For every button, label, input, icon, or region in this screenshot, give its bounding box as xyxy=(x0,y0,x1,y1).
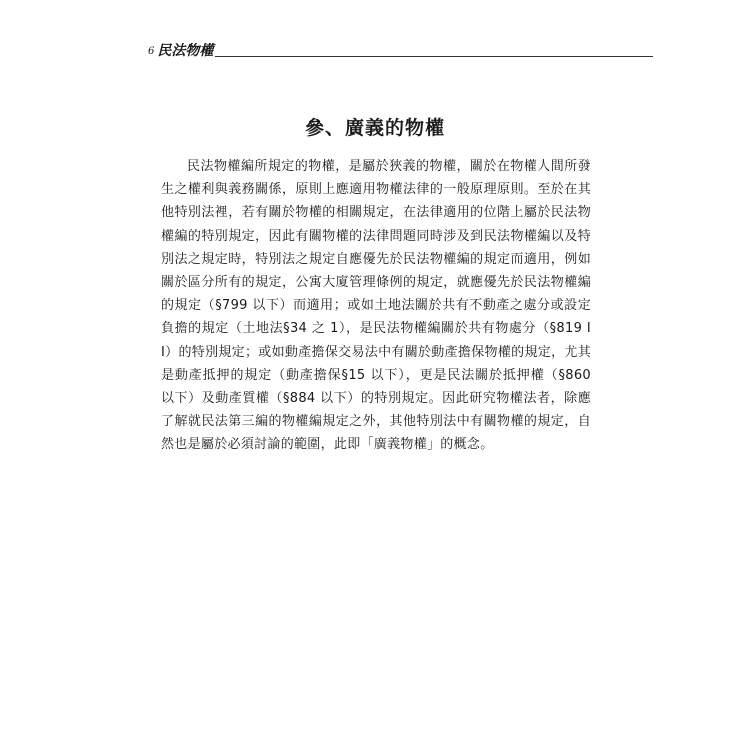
running-header xyxy=(148,40,653,60)
header-rule xyxy=(215,56,653,57)
page-number: 6 xyxy=(148,46,155,57)
section-heading: 參、廣義的物權 xyxy=(304,117,445,139)
book-title: 民法物權 xyxy=(157,43,214,59)
body-paragraph: 民法物權編所規定的物權，是屬於狹義的物權，關於在物權人間所發生之權利與義務關係，原則上應適用物權法律的一般原理原則。至於在其他特別法裡，若有關於物權的相關規定，在法律適用的位階上屬於民法物權編的特別規定，因此有關物權的法律問題同時涉及到民法物權編以及特別法之規定時，特別法之規定自應優先於民法物權編的規定而適用，例如關於區分所有的規定，公寓大廈管理條例的規定，就應優先於民法物權編的規定（§799 以下）而適用；或如土地法關於共有不動產之處分或設定負擔的規定（土地法§34 之 1），是民法物權編關於共有物處分（§819 II）的特別規定；或如動產擔保交易法中有關於動產擔保物權的規定，尤其是動產抵押的規定（動產擔保§15 以下），更是民法關於抵押權（§860 以下）及動產質權（§884 以下）的特別規定。因此研究物權法者，除應了解就民法第三編的物權編規定之外，其他特別法中有關物權的規定，自然也是屬於必須討論的範圍，此即「廣義物權」的概念。 xyxy=(161,159,591,453)
